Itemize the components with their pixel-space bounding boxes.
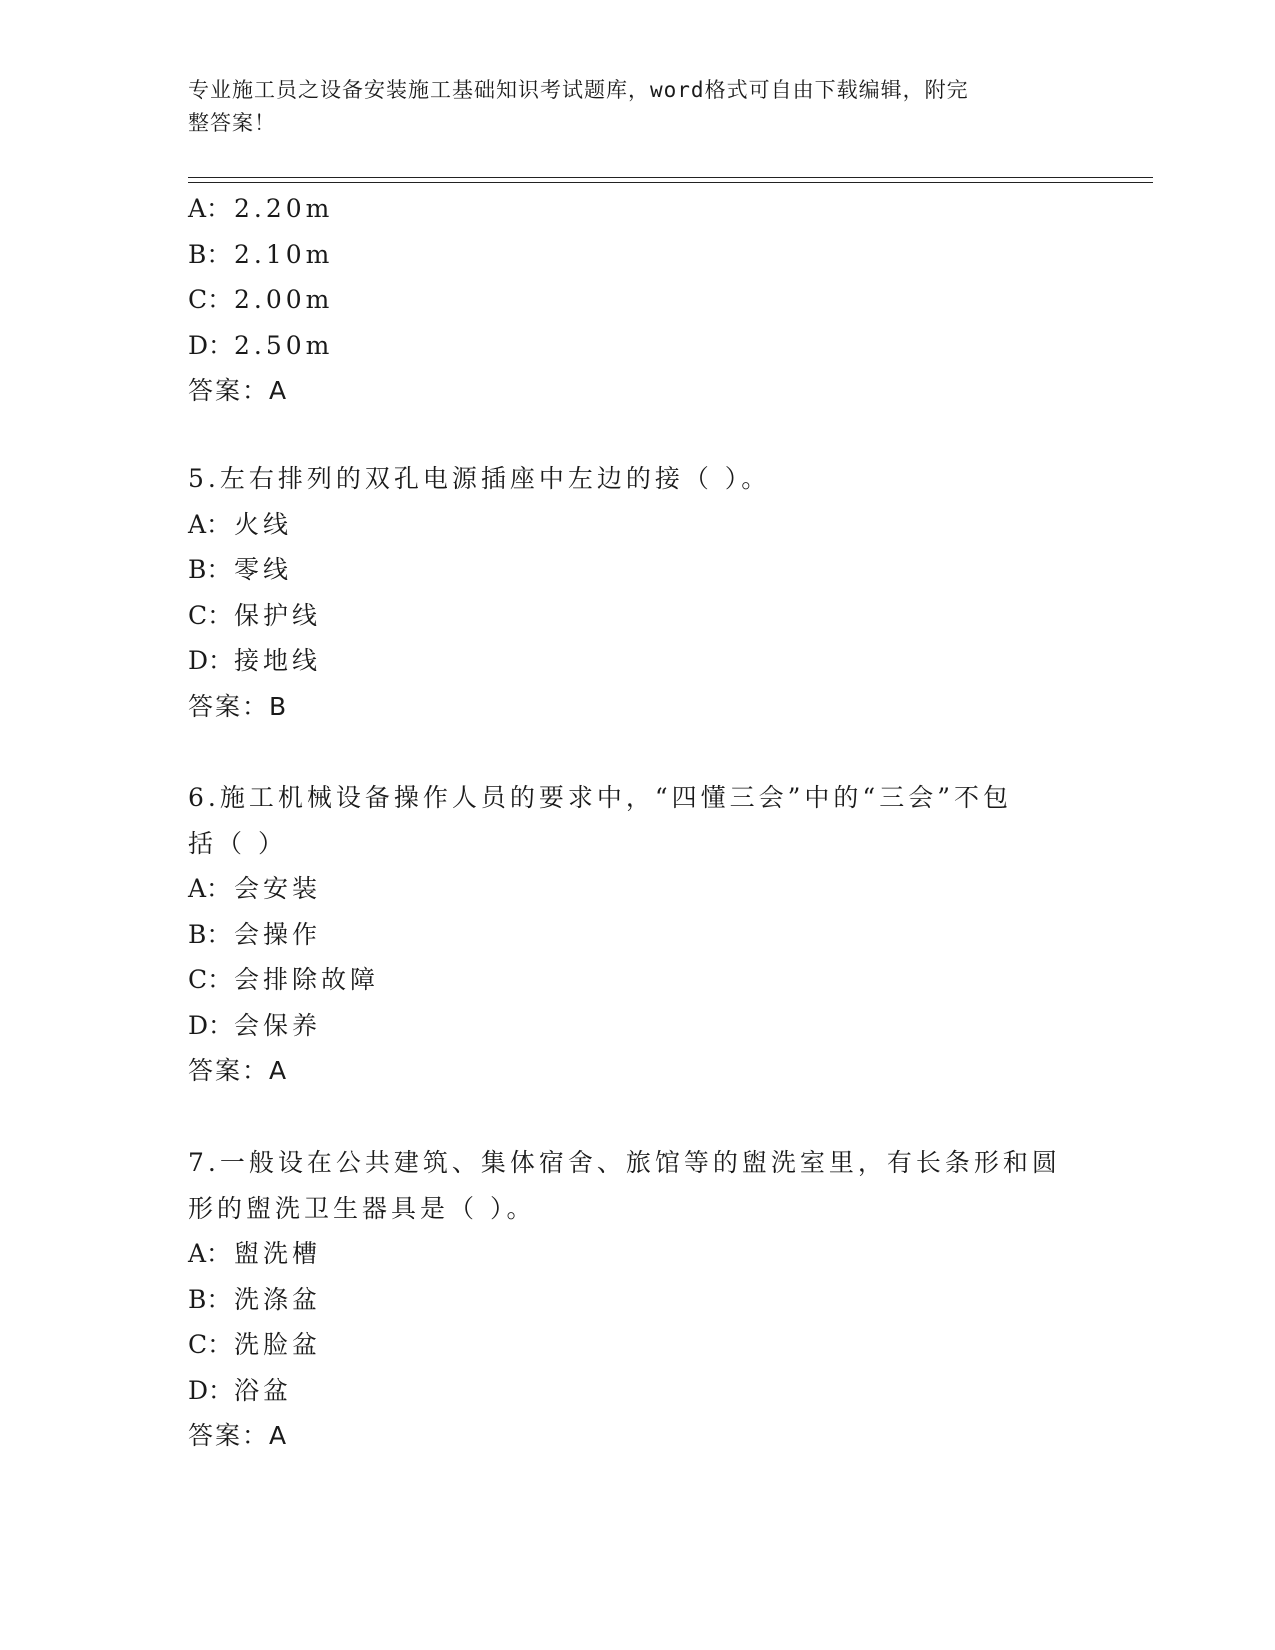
option-letter: A： <box>188 194 232 223</box>
header-line-1: 专业施工员之设备安装施工基础知识考试题库，word格式可自由下载编辑，附完 <box>188 78 969 102</box>
option-text: 会操作 <box>234 919 322 949</box>
option-b <box>188 547 1088 593</box>
option-text: 会排除故障 <box>234 965 380 994</box>
option-b <box>188 232 1088 278</box>
option-letter: C： <box>188 965 233 994</box>
option-letter: C： <box>188 600 233 630</box>
option-text: 会保养 <box>234 1010 322 1040</box>
option-a <box>188 186 1088 232</box>
option-c <box>188 957 1088 1003</box>
option-letter: B： <box>188 1284 232 1314</box>
option-text: 会安装 <box>234 874 322 903</box>
question-text-line-2: 形的盥洗卫生器具是（ ）。 <box>188 1193 536 1223</box>
option-letter: D： <box>188 1375 234 1405</box>
answer-line: 答案：A <box>188 1056 289 1085</box>
question-7-block <box>188 1140 1088 1459</box>
option-text: 零线 <box>234 555 293 584</box>
question-4-block <box>188 186 1088 414</box>
option-a <box>188 1231 1088 1277</box>
option-text: 保护线 <box>234 600 322 630</box>
option-text: 2.20m <box>234 194 334 223</box>
option-text: 火线 <box>234 509 293 539</box>
answer-line: 答案：A <box>188 376 289 405</box>
option-letter: D： <box>188 330 234 360</box>
option-d <box>188 323 1088 369</box>
option-b <box>188 1277 1088 1323</box>
option-letter: A： <box>188 1239 232 1268</box>
option-d <box>188 638 1088 684</box>
question-text-line-2: 括（ ） <box>188 828 287 858</box>
option-letter: B： <box>188 555 232 584</box>
option-c <box>188 277 1088 323</box>
option-text: 2.00m <box>234 285 334 314</box>
option-letter: C： <box>188 285 233 314</box>
option-text: 盥洗槽 <box>234 1239 322 1268</box>
question-text: 5.左右排列的双孔电源插座中左边的接（ ）。 <box>188 464 771 493</box>
question-5-block <box>188 456 1088 729</box>
header-line-2: 整答案！ <box>188 111 276 135</box>
option-a <box>188 866 1088 912</box>
question-text-line-1: 6.施工机械设备操作人员的要求中，“四懂三会”中的“三会”不包 <box>188 783 1012 812</box>
option-letter: A： <box>188 874 232 903</box>
option-a <box>188 502 1088 548</box>
document-header <box>188 74 1068 140</box>
header-rule-top <box>188 177 1153 178</box>
question-6-block <box>188 775 1088 1094</box>
option-d <box>188 1368 1088 1414</box>
option-letter: D： <box>188 1010 234 1040</box>
question-text-line-1: 7.一般设在公共建筑、集体宿舍、旅馆等的盥洗室里，有长条形和圆 <box>188 1148 1061 1177</box>
option-c <box>188 593 1088 639</box>
option-letter: B： <box>188 919 232 949</box>
header-rule-bottom <box>188 182 1153 183</box>
option-b <box>188 912 1088 958</box>
option-text: 浴盆 <box>234 1375 293 1405</box>
option-text: 2.10m <box>234 239 334 269</box>
option-d <box>188 1003 1088 1049</box>
option-letter: C： <box>188 1330 233 1359</box>
option-text: 2.50m <box>234 330 334 360</box>
option-c <box>188 1322 1088 1368</box>
option-text: 洗脸盆 <box>234 1330 322 1359</box>
option-letter: A： <box>188 509 232 539</box>
option-letter: D： <box>188 646 234 675</box>
answer-line: 答案：A <box>188 1421 289 1450</box>
option-letter: B： <box>188 239 232 269</box>
answer-line: 答案：B <box>188 691 289 721</box>
option-text: 接地线 <box>234 646 322 675</box>
option-text: 洗涤盆 <box>234 1284 322 1314</box>
